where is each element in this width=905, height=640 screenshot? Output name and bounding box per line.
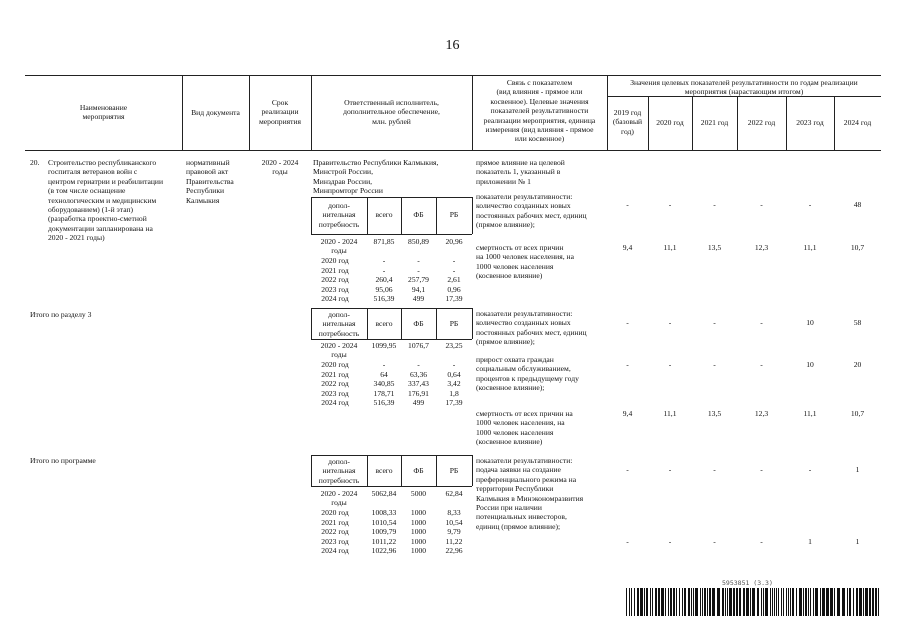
indicator-value: - <box>668 360 672 369</box>
finance-period: 2020 - 2024 годы <box>320 489 358 508</box>
header-name: Наименование мероприятия <box>79 103 128 122</box>
finance-total: 516,39 <box>373 398 395 407</box>
finance-period: 2023 год <box>321 388 349 398</box>
finance-rb: 2,61 <box>447 275 461 284</box>
indicator-text: показатели результативности: количество созданных новых постоянных рабочих мест, единиц (прямое влияние); <box>476 309 587 347</box>
implementation-term: 2020 - 2024 годы <box>261 158 299 177</box>
finance-period: 2022 год <box>321 527 349 536</box>
finance-border <box>472 308 473 339</box>
finance-border <box>311 308 472 309</box>
barcode-icon <box>626 588 881 616</box>
executors: Правительство Республики Калмыкия, Минстрой России, Минздрав России, Минпромторг России <box>313 158 439 196</box>
finance-period: 2024 год <box>321 546 349 555</box>
finance-rb: 10,54 <box>445 517 463 527</box>
indicator-value: - <box>668 465 672 474</box>
header-term: Срок реализации мероприятия <box>258 98 302 126</box>
indicator-text: смертность от всех причин на 1000 человек населения, на 1000 человек населения (косвенное влияние) <box>476 409 573 447</box>
indicator-text: показатели результативности: подача заявки на создание преференциального режима на территории Республики Калмыкия в Минэкономразвития России при наличии потенциальных инвесторов, единиц (прямое влияние); <box>476 456 584 531</box>
finance-rb: 0,64 <box>447 369 461 379</box>
finance-fb: 1076,7 <box>408 341 429 350</box>
indicator-value: 58 <box>853 318 862 327</box>
finance-fb: - <box>417 265 420 275</box>
finance-total: 64 <box>380 369 388 379</box>
finance-fb: - <box>417 360 420 369</box>
indicator-value: 48 <box>853 200 862 209</box>
finance-rb: 17,39 <box>445 294 463 303</box>
finance-total: 516,39 <box>373 294 395 303</box>
finance-rb: 3,42 <box>447 379 461 388</box>
header-doc: Вид документа <box>191 108 240 117</box>
program-total-label: Итого по программе <box>30 456 96 465</box>
finance-fb: 1000 <box>410 527 427 536</box>
barcode-label: 5953851 (3.3) <box>722 579 773 587</box>
finance-head-fb: ФБ <box>413 319 424 328</box>
finance-total: 871,85 <box>373 237 395 246</box>
finance-period: 2024 год <box>321 398 349 407</box>
header-exec: Ответственный исполнитель, дополнительное обеспечение, млн. рублей <box>343 98 440 126</box>
indicator-value: - <box>808 200 812 209</box>
indicator-value: - <box>808 465 812 474</box>
finance-total: 5062,84 <box>371 489 397 498</box>
indicator-value: - <box>760 318 763 327</box>
finance-fb: 63,36 <box>409 369 428 379</box>
finance-fb: 1000 <box>410 517 427 527</box>
finance-head-total: всего <box>375 210 393 219</box>
indicator-text: прямое влияние на целевой показатель 1, указанный в приложении № 1 <box>476 158 565 186</box>
indicator-value: 10 <box>806 318 814 327</box>
finance-total: 95,06 <box>375 284 393 294</box>
finance-period: 2021 год <box>321 369 349 379</box>
header-values-group: Значения целевых показателей результативности по годам реализации мероприятия (нарастающим итогом) <box>630 78 858 97</box>
finance-rb: 62,84 <box>445 489 463 498</box>
finance-border <box>311 339 472 340</box>
indicator-value: 13,5 <box>707 243 722 252</box>
finance-period: 2020 год <box>321 508 349 517</box>
finance-fb: 257,79 <box>408 275 429 284</box>
indicator-text: прирост охвата граждан социальным обслуживанием, процентов к предыдущему году (косвенное влияние); <box>476 355 579 393</box>
finance-rb: 20,96 <box>445 237 463 246</box>
indicator-value: 1 <box>855 465 860 474</box>
header-year-2022: 2022 год <box>747 118 776 127</box>
finance-period: 2023 год <box>321 284 349 294</box>
finance-period: 2022 год <box>321 379 349 388</box>
table-top-border <box>25 75 881 76</box>
finance-rb: 8,33 <box>447 508 461 517</box>
finance-rb: - <box>452 360 456 369</box>
finance-period: 2020 - 2024 годы <box>320 341 358 360</box>
header-link: Связь с показателем (вид влияния - прямое или косвенное). Целевые значения показателей результативности реализации мероприятия, единица измерения (вид влияния - прямое или косвенное) <box>483 78 596 144</box>
finance-border <box>472 197 473 234</box>
indicator-value: - <box>626 360 629 369</box>
indicator-value: 11,1 <box>803 409 817 418</box>
finance-head-fb: ФБ <box>413 466 424 475</box>
finance-head-total: всего <box>375 319 393 328</box>
indicator-value: 13,5 <box>707 409 722 418</box>
finance-fb: 850,89 <box>408 237 429 246</box>
indicator-value: - <box>626 465 629 474</box>
finance-total: 178,71 <box>373 388 395 398</box>
indicator-value: 10 <box>806 360 814 369</box>
finance-fb: 499 <box>412 294 425 303</box>
finance-rb: - <box>452 265 456 275</box>
indicator-value: 1 <box>808 537 812 546</box>
row-number: 20. <box>30 158 40 167</box>
indicator-value: - <box>760 465 763 474</box>
indicator-value: 9,4 <box>622 243 633 252</box>
finance-fb: 94,1 <box>411 284 426 294</box>
indicator-value: - <box>668 318 672 327</box>
indicator-value: - <box>626 537 629 546</box>
indicator-value: 12,3 <box>754 243 769 252</box>
indicator-value: 10,7 <box>850 409 865 418</box>
finance-total: - <box>382 265 386 275</box>
finance-rb: 0,96 <box>447 284 461 294</box>
finance-fb: 499 <box>412 398 425 407</box>
section-total-label: Итого по разделу 3 <box>30 310 92 319</box>
indicator-text: смертность от всех причин на 1000 человек населения, на 1000 человек населения (косвенное влияние) <box>476 243 574 281</box>
indicator-value: - <box>760 200 763 209</box>
finance-rb: 22,96 <box>445 546 463 555</box>
finance-total: 340,85 <box>373 379 395 388</box>
finance-fb: 337,43 <box>408 379 429 388</box>
finance-fb: 5000 <box>410 489 427 498</box>
indicator-value: 11,1 <box>663 409 677 418</box>
finance-border <box>311 455 472 456</box>
document-type: нормативный правовой акт Правительства Республики Калмыкия <box>186 158 234 205</box>
finance-total: 1011,22 <box>371 536 397 546</box>
finance-rb: 23,25 <box>445 341 463 350</box>
finance-head-rb: РБ <box>449 319 459 328</box>
indicator-value: - <box>713 318 716 327</box>
finance-head-fb: ФБ <box>413 210 424 219</box>
finance-period: 2020 год <box>321 360 349 369</box>
finance-head-need: допол- нительная потребность <box>318 310 360 338</box>
finance-fb: 1000 <box>410 546 427 555</box>
indicator-value: 12,3 <box>754 409 769 418</box>
finance-period: 2024 год <box>321 294 349 303</box>
finance-fb: 176,91 <box>408 388 429 398</box>
finance-head-need: допол- нительная потребность <box>318 201 360 229</box>
header-year-2021: 2021 год <box>700 118 729 127</box>
finance-rb: - <box>452 256 456 265</box>
finance-fb: 1000 <box>410 536 427 546</box>
finance-head-rb: РБ <box>449 210 459 219</box>
finance-total: - <box>382 360 386 369</box>
finance-head-total: всего <box>375 466 393 475</box>
indicator-value: 9,4 <box>622 409 633 418</box>
indicator-value: - <box>668 537 672 546</box>
header-year-2020: 2020 год <box>656 118 684 127</box>
indicator-value: 11,1 <box>663 243 677 252</box>
finance-total: 1022,96 <box>371 546 397 555</box>
finance-border <box>311 486 472 487</box>
header-bottom-border <box>25 150 881 151</box>
finance-fb: 1000 <box>410 508 427 517</box>
finance-total: 1010,54 <box>371 517 397 527</box>
finance-period: 2023 год <box>321 536 349 546</box>
indicator-value: - <box>713 200 716 209</box>
finance-period: 2020 год <box>321 256 349 265</box>
finance-total: 1008,33 <box>371 508 397 517</box>
finance-fb: - <box>417 256 420 265</box>
finance-border <box>311 197 472 198</box>
header-year-2019: 2019 год (базовый год) <box>612 108 643 136</box>
finance-rb: 11,22 <box>445 536 463 546</box>
indicator-value: - <box>626 318 629 327</box>
finance-border <box>311 234 472 235</box>
finance-head-rb: РБ <box>449 466 459 475</box>
finance-head-need: допол- нительная потребность <box>318 457 360 485</box>
finance-total: - <box>382 256 386 265</box>
indicator-value: 1 <box>855 537 860 546</box>
finance-total: 260,4 <box>375 275 393 284</box>
finance-rb: 1,8 <box>449 388 459 398</box>
indicator-text: показатели результативности: количество созданных новых постоянных рабочих мест, единиц (прямое влияние); <box>476 192 587 230</box>
indicator-value: - <box>713 360 716 369</box>
activity-name: Строительство республиканского госпиталя ветеранов войн с центром гериатрии и реабилитации (в том числе оснащение технологическим и медицинским оборудованием) (1-й этап) (разработка проектно-сметной документации запланирована на 2020 - 2021 годы) <box>48 158 164 243</box>
indicator-value: - <box>760 537 763 546</box>
indicator-value: 11,1 <box>803 243 817 252</box>
indicator-value: - <box>713 465 716 474</box>
header-year-2023: 2023 год <box>796 118 824 127</box>
finance-period: 2021 год <box>321 265 349 275</box>
indicator-value: - <box>713 537 716 546</box>
page-number: 16 <box>445 38 460 53</box>
indicator-value: - <box>668 200 672 209</box>
finance-total: 1009,79 <box>371 527 397 536</box>
indicator-value: 10,7 <box>850 243 865 252</box>
indicator-value: - <box>760 360 763 369</box>
indicator-value: - <box>626 200 629 209</box>
finance-total: 1099,95 <box>371 341 397 350</box>
finance-period: 2020 - 2024 годы <box>320 237 358 256</box>
finance-period: 2021 год <box>321 517 349 527</box>
indicator-value: 20 <box>853 360 862 369</box>
header-year-2024: 2024 год <box>843 118 872 127</box>
finance-rb: 17,39 <box>445 398 463 407</box>
finance-period: 2022 год <box>321 275 349 284</box>
finance-border <box>472 455 473 486</box>
finance-rb: 9,79 <box>447 527 461 536</box>
